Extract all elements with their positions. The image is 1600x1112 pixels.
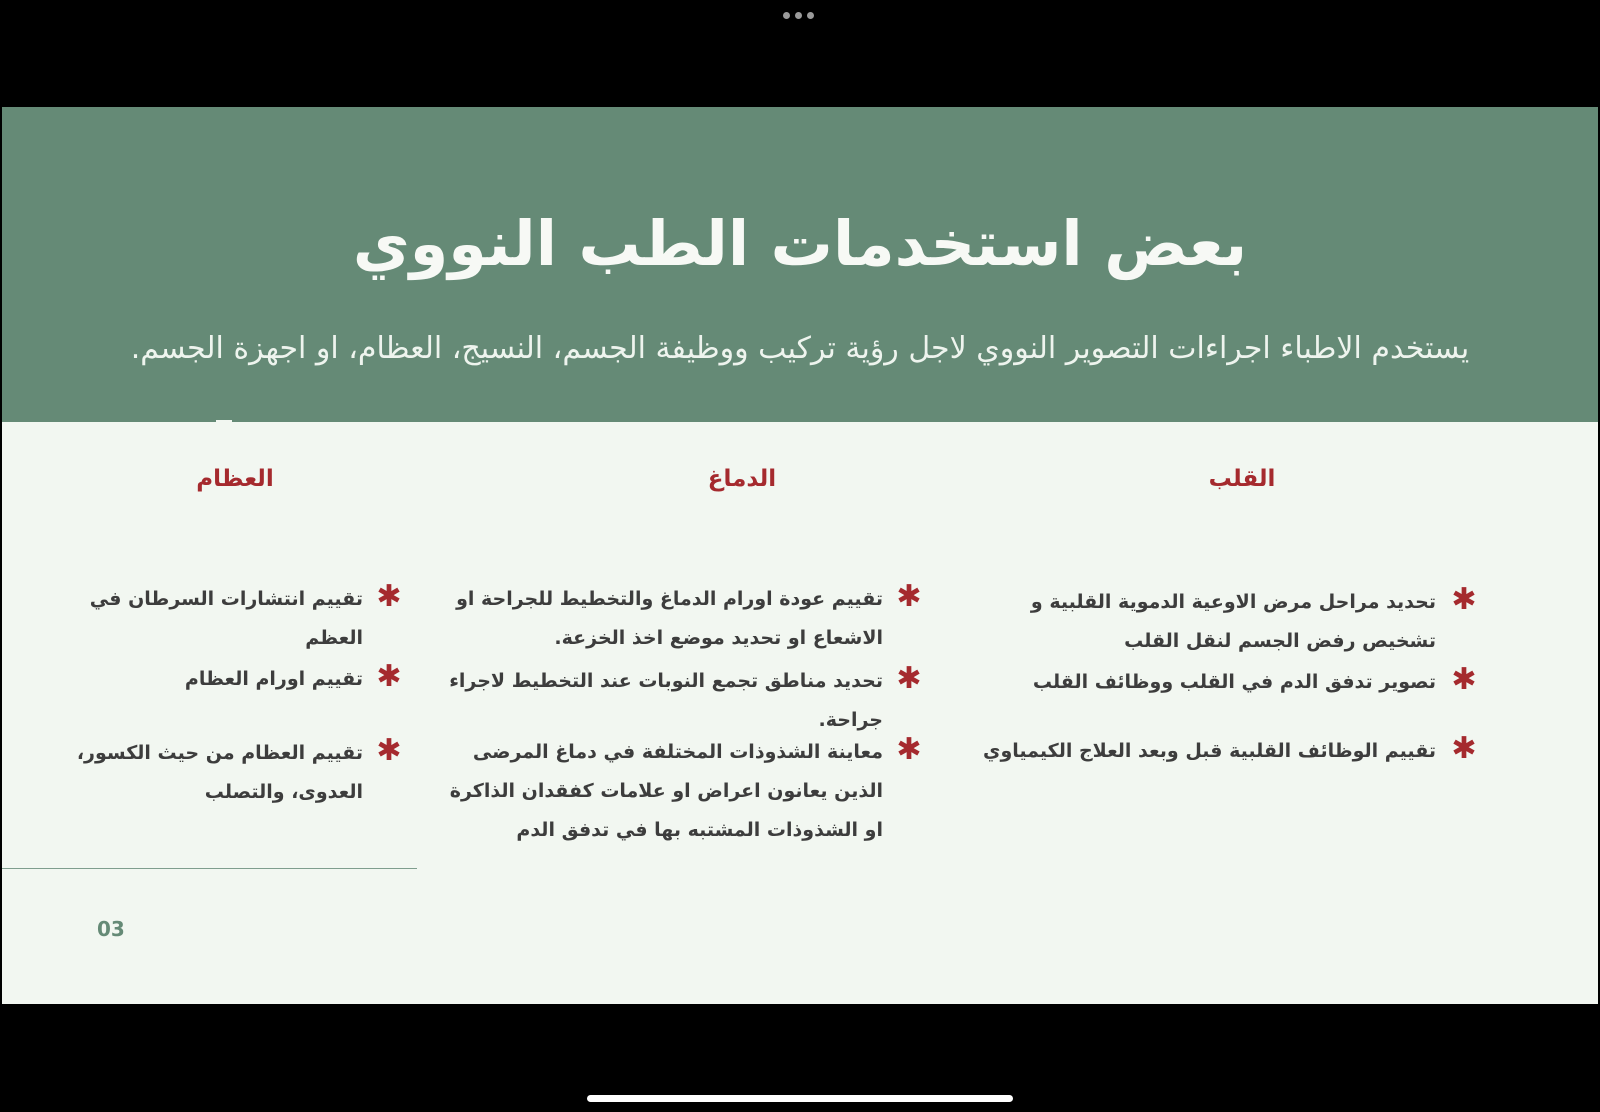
list-item	[422, 662, 927, 740]
presentation-slide	[2, 107, 1598, 1004]
asterisk-bullet-icon: ✱	[896, 661, 922, 696]
list-item-text: تقييم انتشارات السرطان في العظم	[89, 588, 363, 649]
list-item	[47, 734, 407, 812]
list-item	[422, 580, 927, 658]
list-item-text: تقييم العظام من حيث الكسور، العدوى، والتصلب	[76, 742, 363, 803]
slide-title: بعض استخدمات الطب النووي	[352, 207, 1248, 280]
asterisk-bullet-icon: ✱	[376, 733, 402, 768]
asterisk-bullet-icon: ✱	[376, 579, 402, 614]
more-options-icon[interactable]	[783, 12, 814, 19]
list-item-text: معاينة الشذوذات المختلفة في دماغ المرضى الذين يعانون اعراض او علامات كفقدان الذاكرة او الشذوذات المشتبه بها في تدفق الدم	[449, 741, 883, 841]
list-item	[47, 660, 407, 699]
column-title-bones: العظام	[196, 466, 274, 492]
column-title-heart: القلب	[1208, 466, 1276, 492]
asterisk-bullet-icon: ✱	[1451, 662, 1477, 697]
list-item	[962, 732, 1482, 771]
list-item	[47, 580, 407, 658]
column-title-brain: الدماغ	[707, 466, 777, 492]
home-indicator[interactable]	[587, 1095, 1013, 1102]
asterisk-bullet-icon: ✱	[1451, 731, 1477, 766]
page-number: 03	[97, 917, 125, 941]
list-item	[422, 733, 927, 850]
column-brain	[422, 107, 927, 867]
list-item-text: تحديد مناطق تجمع النوبات عند التخطيط لاجراء جراحة.	[449, 670, 883, 731]
asterisk-bullet-icon: ✱	[896, 579, 922, 614]
list-item-text: تقييم الوظائف القلبية قبل وبعد العلاج الكيمياوي	[983, 740, 1436, 762]
list-item-text: تصوير تدفق الدم في القلب ووظائف القلب	[1032, 671, 1436, 693]
list-item	[962, 583, 1482, 661]
column-bones	[47, 107, 407, 867]
list-item-text: تحديد مراحل مرض الاوعية الدموية القلبية و تشخيص رفض الجسم لنقل القلب	[1030, 591, 1436, 652]
list-item-text: تقييم اورام العظام	[184, 668, 363, 690]
slide-subtitle: يستخدم الاطباء اجراءات التصوير النووي لاجل رؤية تركيب ووظيفة الجسم، النسيج، العظام، او اجهزة الجسم.	[130, 331, 1470, 366]
footer-divider	[2, 868, 417, 869]
column-heart	[962, 107, 1482, 867]
asterisk-bullet-icon: ✱	[1451, 582, 1477, 617]
asterisk-bullet-icon: ✱	[376, 659, 402, 694]
list-item	[962, 663, 1482, 702]
list-item-text: تقييم عودة اورام الدماغ والتخطيط للجراحة او الاشعاع او تحديد موضع اخذ الخزعة.	[456, 588, 883, 649]
asterisk-bullet-icon: ✱	[896, 732, 922, 767]
